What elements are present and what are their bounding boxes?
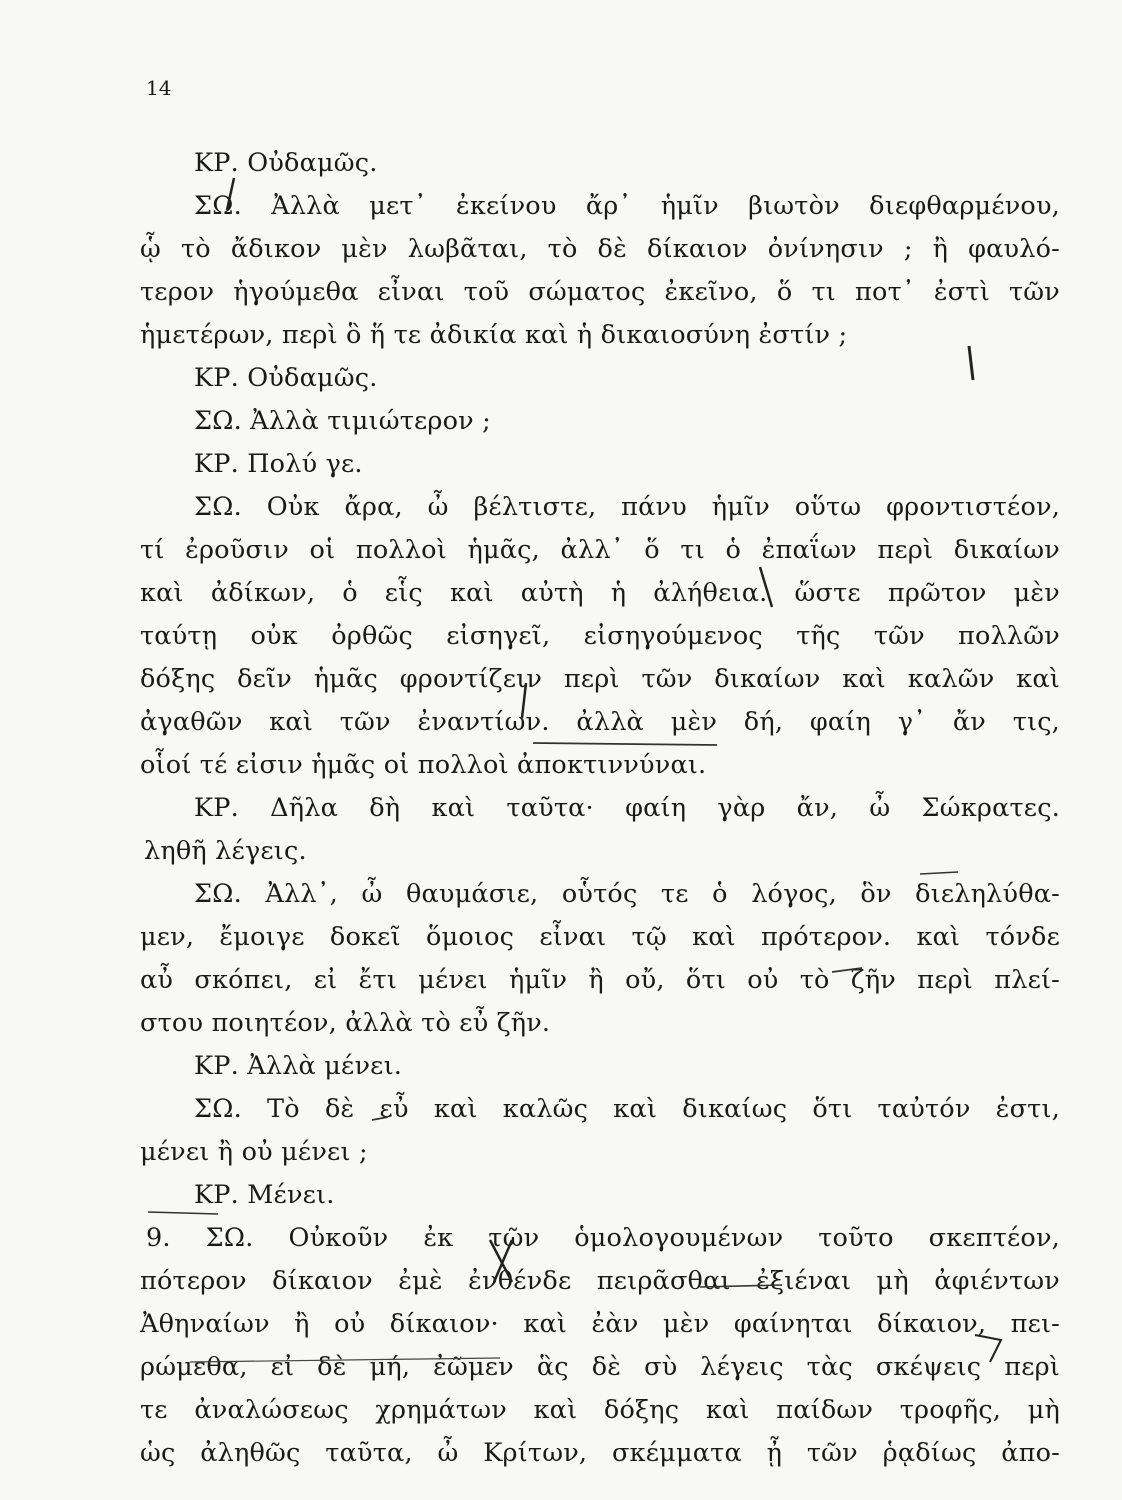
text-line: ΚΡ. Μένει. [194,1180,335,1210]
underline-mark [700,1285,782,1287]
text-line: ΣΩ. Τὸ δὲ εὖ καὶ καλῶς καὶ δικαίως ὅτι ταὐτόν ἐστι, [194,1094,1060,1124]
pen-stroke-mark [522,683,526,718]
text-line: ᾧ τὸ ἄδικον μὲν λωβᾶται, τὸ δὲ δίκαιον ὀνίνησιν ; ἢ φαυλό- [140,234,1060,264]
text-line: ἡμετέρων, περὶ ὃ ἥ τε ἀδικία καὶ ἡ δικαιοσύνη ἐστίν ; [140,320,848,350]
pen-stroke-mark [372,1117,388,1120]
text-line: ρώμεθα, εἰ δὲ μή, ἐῶμεν ἃς δὲ σὺ λέγεις τὰς σκέψεις περὶ [140,1352,1060,1382]
underline-mark [832,968,862,972]
pen-stroke-mark [975,1335,1001,1362]
text-line: Ἀθηναίων ἢ οὐ δίκαιον· καὶ ἐὰν μὲν φαίνηται δίκαιον, πει- [140,1309,1060,1339]
text-line: ΚΡ. Ἀλλὰ μένει. [194,1051,403,1081]
pen-stroke-mark [969,346,973,380]
text-line: ἀγαθῶν καὶ τῶν ἐναντίων. ἀλλὰ μὲν δή, φαίη γ᾽ ἄν τις, [140,707,1060,737]
text-line: ΚΡ. Δῆλα δὴ καὶ ταῦτα· φαίη γὰρ ἄν, ὦ Σώκρατες. [194,793,1060,823]
text-line: στου ποιητέον, ἀλλὰ τὸ εὖ ζῆν. [140,1008,551,1038]
underline-mark [190,1358,500,1362]
text-line: 9. ΣΩ. Οὐκοῦν ἐκ τῶν ὁμολογουμένων τοῦτο σκεπτέον, [146,1223,1060,1253]
pen-stroke-mark [490,1240,512,1282]
pen-stroke-mark [760,567,772,607]
text-line: τί ἐροῦσιν οἱ πολλοὶ ἡμᾶς, ἀλλ᾽ ὅ τι ὁ ἐπαΐων περὶ δικαίων [140,535,1060,565]
text-line: ληθῆ λέγεις. [144,836,307,866]
text-line: ταύτῃ οὐκ ὀρθῶς εἰσηγεῖ, εἰσηγούμενος τῆς τῶν πολλῶν [140,621,1060,651]
text-line: ΚΡ. Οὐδαμῶς. [194,363,378,393]
text-line: ΚΡ. Οὐδαμῶς. [194,148,378,178]
text-line: μεν, ἔμοιγε δοκεῖ ὅμοιος εἶναι τῷ καὶ πρότερον. καὶ τόνδε [140,922,1060,952]
text-line: ΣΩ. Οὐκ ἄρα, ὦ βέλτιστε, πάνυ ἡμῖν οὕτω φροντιστέον, [194,492,1060,522]
text-line: ὡς ἀληθῶς ταῦτα, ὦ Κρίτων, σκέμματα ᾖ τῶν ῥᾳδίως ἀπο- [140,1438,1060,1468]
text-line: πότερον δίκαιον ἐμὲ ἐνθένδε πειρᾶσθαι ἐξιέναι μὴ ἀφιέντων [140,1266,1060,1296]
text-line: ΣΩ. Ἀλλὰ τιμιώτερον ; [194,406,491,436]
underline-mark [148,1212,218,1214]
pen-stroke-mark [227,178,234,210]
text-line: τε ἀναλώσεως χρημάτων καὶ δόξης καὶ παίδων τροφῆς, μὴ [140,1395,1060,1425]
text-line: καὶ ἀδίκων, ὁ εἷς καὶ αὐτὴ ἡ ἀλήθεια. ὥστε πρῶτον μὲν [140,578,1060,608]
text-line: τερον ἡγούμεθα εἶναι τοῦ σώματος ἐκεῖνο, ὅ τι ποτ᾽ ἐστὶ τῶν [140,277,1060,307]
text-line: οἷοί τέ εἰσιν ἡμᾶς οἱ πολλοὶ ἀποκτιννύναι. [140,750,707,780]
underline-mark [920,872,958,874]
text-line: δόξης δεῖν ἡμᾶς φροντίζειν περὶ τῶν δικαίων καὶ καλῶν καὶ [140,664,1060,694]
text-line: αὖ σκόπει, εἰ ἔτι μένει ἡμῖν ἢ οὔ, ὅτι οὐ τὸ ζῆν περὶ πλεί- [140,965,1060,995]
text-line: ΚΡ. Πολύ γε. [194,449,363,479]
underline-mark [533,743,717,745]
text-line: ΣΩ. Ἀλλὰ μετ᾽ ἐκείνου ἄρ᾽ ἡμῖν βιωτὸν διεφθαρμένου, [194,191,1060,221]
text-line: ΣΩ. Ἀλλ᾽, ὦ θαυμάσιε, οὗτός τε ὁ λόγος, ὃν διεληλύθα- [194,879,1060,909]
page-number: 14 [146,76,172,100]
text-line: μένει ἢ οὐ μένει ; [140,1137,368,1167]
